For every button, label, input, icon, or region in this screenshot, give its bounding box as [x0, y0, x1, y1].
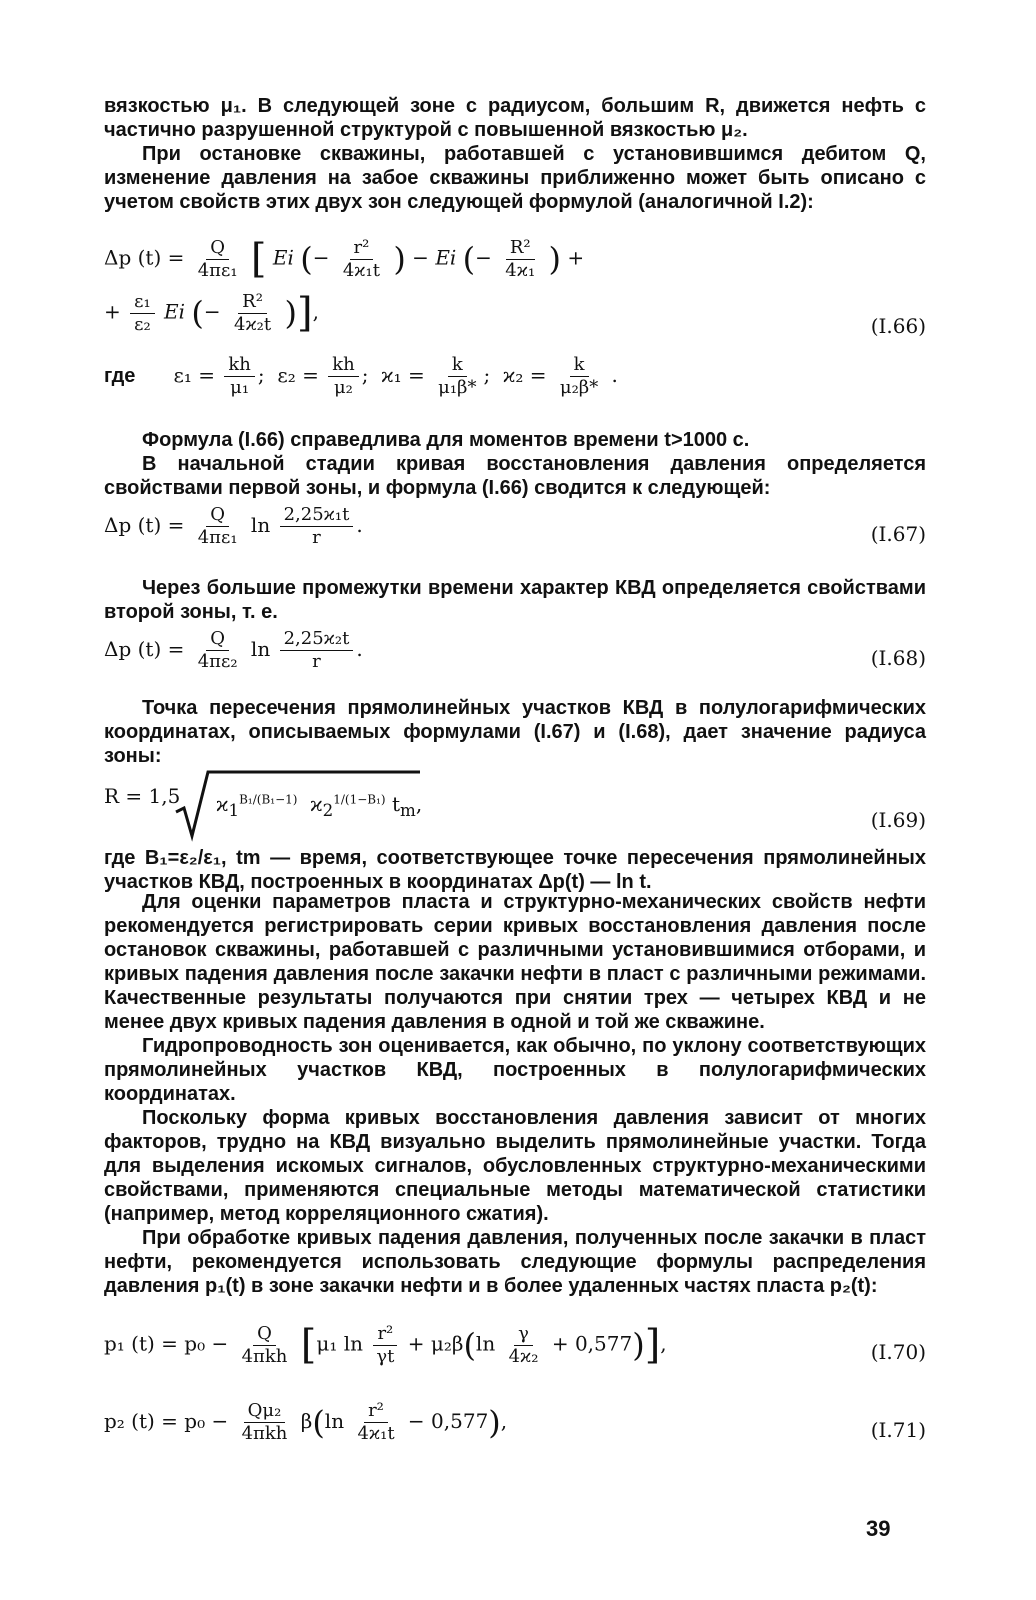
equation-lhs: p₂ (t) = p₀ − [104, 1409, 229, 1433]
page-number: 39 [866, 1516, 891, 1541]
paragraph-2: При остановке скважины, работавшей с установившимся дебитом Q, изменение давления на забое скважины приближенно может быть описано с учетом свойств этих двух зон следующей формулой (аналогичной I.2): [104, 143, 926, 213]
equation-I-67: Δp (t) = $\frac{Q}{\text{4πε₁}}$ ln $\frac{\text{2,25ϰ₁t}}{r}$ . (I.67) [104, 504, 926, 548]
equation-number: (I.69) [870, 808, 926, 832]
equation-number: (I.71) [870, 1418, 926, 1442]
paragraph-5: Через большие промежутки времени характер КВД определяется свойствами второй зоны, т. е. [104, 577, 926, 623]
equation-number: (I.70) [870, 1340, 926, 1364]
paragraph-9: Гидропроводность зон оценивается, как обычно, по уклону соответствующих прямолинейных участков КВД, построенных в полулогарифмических координатах. [104, 1035, 926, 1105]
equation-I-71: p₂ (t) = p₀ − Qμ₂ 4πkh β(ln $\frac{\text{r²}}{\text{4ϰ₁t}}$ − 0,577), (I.71) [104, 1400, 926, 1444]
equation-lhs: Δp (t) = [104, 513, 185, 537]
equation-number: (I.68) [870, 646, 926, 670]
paragraph-4: В начальной стадии кривая восстановления давления определяется свойствами первой зоны, и формула (I.66) сводится к следующей: [104, 453, 926, 499]
paragraph-11: При обработке кривых падения давления, полученных после закачки в пласт нефти, рекомендуется использовать следующие формулы распределения давления p₁(t) в зоне закачки нефти и в более удаленных частях пласта p₂(t): [104, 1227, 926, 1297]
where-label: где [104, 365, 136, 387]
paragraph-1: вязкостью μ₁. В следующей зоне с радиусом, большим R, движется нефть с частично разрушенной структурой с повышенной вязкостью μ₂. [104, 95, 926, 141]
paragraph-8: Для оценки параметров пласта и структурно-механических свойств нефти рекомендуется регистрировать серии кривых восстановления давления после остановок скважины, работавшей с различными установившимися отборами, и кривых падения давления после закачки нефти в пласт с различными режимами. Качественные результаты получаются при снятии трех — четырех КВД и не менее двух кривых падения давления в одной и той же скважине. [104, 891, 926, 1033]
paragraph-10: Поскольку форма кривых восстановления давления зависит от многих факторов, трудно на КВД визуально выделить прямолинейные участки. Тогда для выделения искомых сигналов, обусловленных структурно-механическими свойствами, применяются специальные методы математической статистики (например, метод корреляционного сжатия). [104, 1107, 926, 1225]
equation-number: (I.66) [870, 314, 926, 338]
equation-I-69: R = 1,5 $ϰ_1^{B_1/(B_1-1)}$ $ϰ_2^{1/(1-B_1)}$ $t_m$, (I.69) [104, 764, 926, 844]
paragraph-6: Точка пересечения прямолинейных участков КВД в полулогарифмических координатах, описываемых формулами (I.67) и (I.68), дает значение радиуса зоны: [104, 697, 926, 767]
paragraph-3: Формула (I.66) справедлива для моментов времени t>1000 с. [142, 429, 750, 451]
equation-lhs: R = 1,5 [104, 784, 181, 808]
equation-I-70: p₁ (t) = p₀ − Q 4πkh [μ₁ ln $\frac{\text{r²}}{\gamma t}$ + μ₂β(ln $\frac{\gamma}{\text{4ϰ₂}}$ + 0,577)], (I.70) [104, 1322, 926, 1368]
equation-I-68: Δp (t) = $\frac{Q}{\text{4πε₂}}$ ln $\frac{\text{2,25ϰ₂t}}{r}$ . (I.68) [104, 628, 926, 672]
equation-lhs: p₁ (t) = p₀ − [104, 1331, 229, 1356]
equation-lhs: Δp (t) = [104, 637, 185, 661]
equation-lhs: Δp (t) = [104, 245, 185, 270]
paragraph-7: где B₁=ε₂/ε₁, tm — время, соответствующее точке пересечения прямолинейных участков КВД, построенных в координатах Δp(t) — ln t. [104, 847, 926, 893]
equation-number: (I.67) [870, 522, 926, 546]
equation-I-66: Δp (t) = $\frac{Q}{\text{4πε₁}}$ [ Ei (− $\frac{\text{r²}}{\text{4ϰ₁t}}$ ) − Ei (− $\frac{\text{R²}}{\text{4ϰ₁}}$ ) + + $\frac{\text{ε₁}}{\text{ε₂}}$ Ei (− $\frac{\text{R²}}{\text{4ϰ₂t}}$ )], (I.66) где ε₁ = $\frac{kh}{\text{μ₁}}$ ; ε₂ = $\frac{kh}{\text{μ₂}}$ ; ϰ₁ = $\frac{k}{\text{μ₁β*}}$ ; ϰ₂ = $\frac{k}{\text{μ₂β*}}$ . [104, 236, 926, 398]
